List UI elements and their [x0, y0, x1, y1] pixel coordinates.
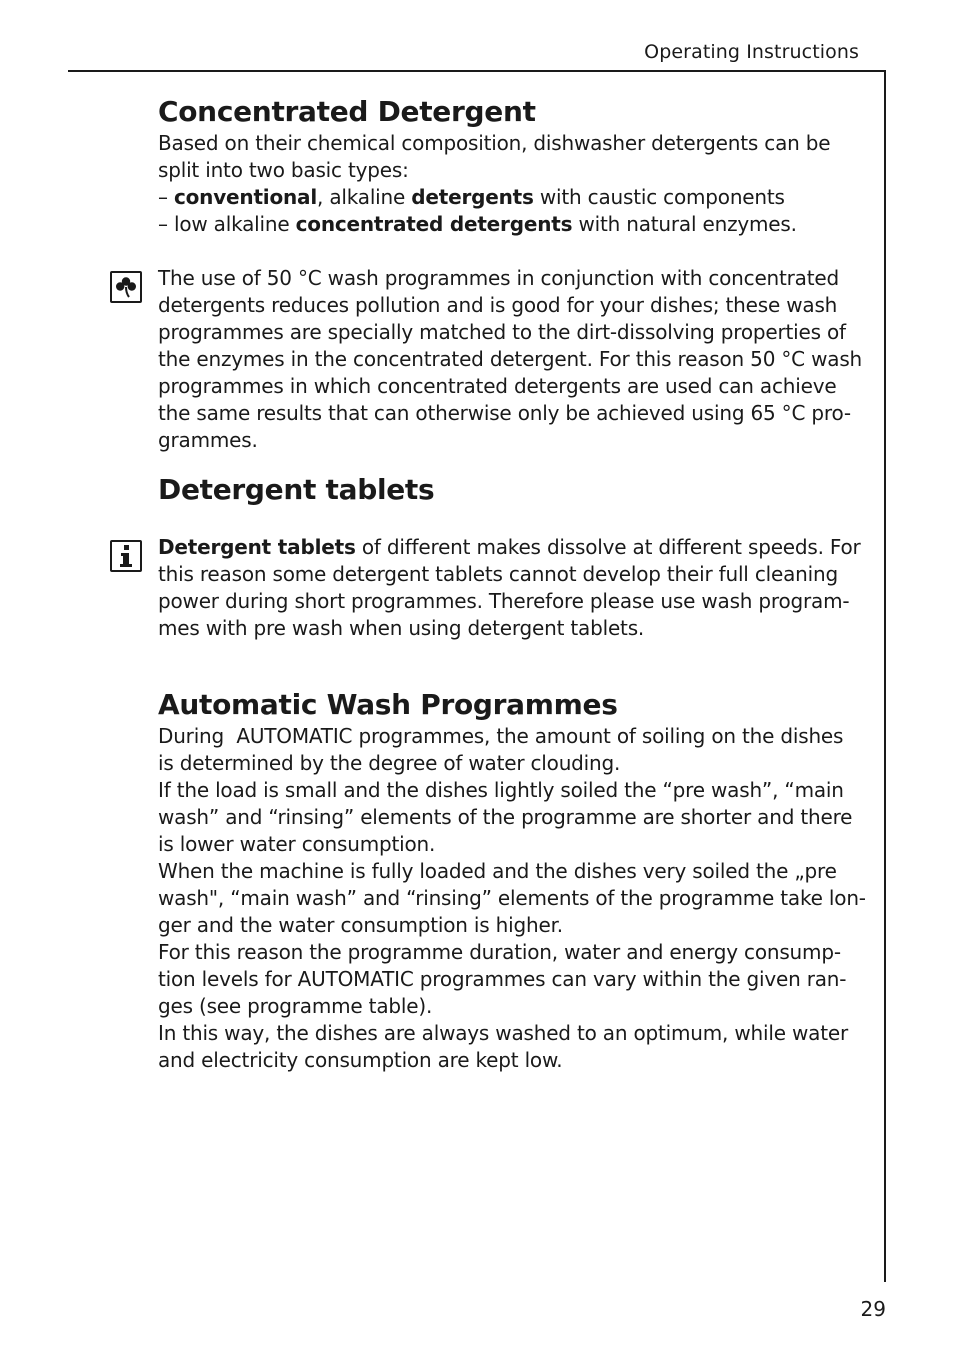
text-line: programmes are specially matched to the dirt-dissolving properties of — [158, 320, 846, 344]
text-line: grammes. — [158, 428, 258, 452]
text-line: programmes in which concentrated detergents are used can achieve — [158, 374, 837, 398]
text-line: If the load is small and the dishes lightly soiled the “pre wash”, “main — [158, 778, 844, 802]
info-note — [158, 534, 861, 642]
info-icon — [110, 540, 142, 572]
bold-term: conventional — [173, 185, 317, 209]
text-line: and electricity consumption are kept low. — [158, 1048, 563, 1072]
text-line: is lower water consumption. — [158, 832, 436, 856]
text-line: detergents reduces pollution and is good for your dishes; these wash — [158, 293, 838, 317]
text-line: is determined by the degree of water clouding. — [158, 751, 621, 775]
paragraph — [158, 723, 866, 1074]
section-heading: Detergent tablets — [158, 473, 435, 506]
environment-note — [158, 265, 863, 454]
text-line: Based on their chemical composition, dishwasher detergents can be — [158, 131, 831, 155]
text-line: ges (see programme table). — [158, 994, 433, 1018]
text-line: this reason some detergent tablets cannot develop their full cleaning — [158, 562, 838, 586]
section-heading: Concentrated Detergent — [158, 95, 536, 128]
bold-term: concentrated detergents — [295, 212, 573, 236]
section-heading: Automatic Wash Programmes — [158, 688, 618, 721]
text-line: In this way, the dishes are always washed to an optimum, while water — [158, 1021, 848, 1045]
clover-icon — [110, 271, 142, 303]
header-rule — [68, 70, 886, 72]
text-line: the same results that can otherwise only be achieved using 65 °C pro- — [158, 401, 851, 425]
section-detergent-tablets — [158, 472, 858, 508]
list-item: – low alkaline concentrated detergents with natural enzymes. — [158, 212, 797, 236]
text-line: tion levels for AUTOMATIC programmes can vary within the given ran- — [158, 967, 847, 991]
section-concentrated-detergent — [158, 94, 858, 238]
section-automatic-wash — [158, 687, 866, 1074]
text-line: wash", “main wash” and “rinsing” elements of the programme take lon- — [158, 886, 866, 910]
text-line: The use of 50 °C wash programmes in conjunction with concentrated — [158, 266, 839, 290]
list-item: – conventional, alkaline detergents with caustic components — [158, 185, 785, 209]
text-line: wash” and “rinsing” elements of the programme are shorter and there — [158, 805, 853, 829]
margin-rule — [884, 70, 886, 1282]
text-line: split into two basic types: — [158, 158, 409, 182]
text-line: ger and the water consumption is higher. — [158, 913, 563, 937]
text-line: During AUTOMATIC programmes, the amount of soiling on the dishes — [158, 724, 844, 748]
running-header: Operating Instructions — [644, 41, 859, 63]
page-number: 29 — [860, 1297, 886, 1321]
text-line: power during short programmes. Therefore please use wash program- — [158, 589, 850, 613]
paragraph — [158, 130, 858, 238]
text-line: mes with pre wash when using detergent tablets. — [158, 616, 645, 640]
text-line: Detergent tablets of different makes dissolve at different speeds. For — [158, 535, 861, 559]
text-line: the enzymes in the concentrated detergent. For this reason 50 °C wash — [158, 347, 863, 371]
text-line: For this reason the programme duration, water and energy consump- — [158, 940, 841, 964]
bold-term: Detergent tablets — [158, 535, 356, 559]
text-line: When the machine is fully loaded and the dishes very soiled the „pre — [158, 859, 837, 883]
bold-term: detergents — [411, 185, 534, 209]
